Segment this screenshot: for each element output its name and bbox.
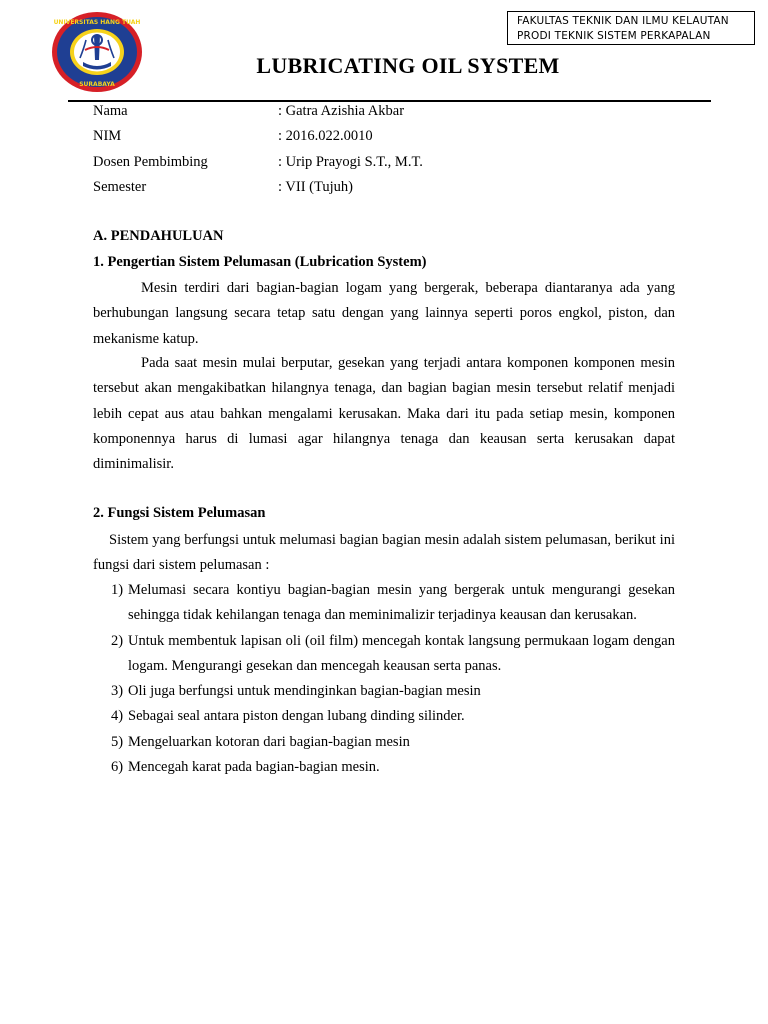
study-program: PRODI TEKNIK SISTEM PERKAPALAN [517,30,711,42]
faculty-box [507,11,755,45]
list-text: Mencegah karat pada bagian-bagian mesin. [128,759,380,776]
list-text: Melumasi secara kontiyu bagian-bagian mesin yang bergerak untuk mengurangi gesekan sehingga tidak kehilangan tenaga dan meminimalizir terjadinya keausan dan kerusakan. [128,582,675,624]
document-title: LUBRICATING OIL SYSTEM [256,53,560,78]
list-text: Mengeluarkan kotoran dari bagian-bagian mesin [128,733,410,750]
faculty-name: FAKULTAS TEKNIK DAN ILMU KELAUTAN [517,15,729,27]
list-text: Sebagai seal antara piston dengan lubang dinding silinder. [128,708,465,725]
info-value: : VII (Tujuh) [278,178,353,195]
list-number: 4) [111,708,124,725]
info-value: : Gatra Azishia Akbar [278,103,405,119]
list-number: 5) [111,733,124,750]
function-list [93,578,675,780]
info-label: Dosen Pembimbing [93,153,208,170]
list-number: 3) [111,683,124,700]
svg-text:SURABAYA: SURABAYA [79,81,115,88]
subheading-fungsi: 2. Fungsi Sistem Pelumasan [93,505,266,521]
university-logo-icon [50,10,144,94]
list-text: Oli juga berfungsi untuk mendinginkan bagian-bagian mesin [128,683,481,700]
info-value: : 2016.022.0010 [278,128,373,145]
list-number: 1) [111,582,124,598]
section-heading-pendahuluan: A. PENDAHULUAN [93,228,224,244]
list-item [93,629,675,680]
svg-text:UNIVERSITAS HANG TUAH: UNIVERSITAS HANG TUAH [53,19,141,26]
list-item [93,704,675,729]
list-item [93,679,675,704]
paragraph-fungsi-intro: Sistem yang berfungsi untuk melumasi bagian bagian mesin adalah sistem pelumasan, berikut ini fungsi dari sistem pelumasan : [93,532,675,574]
info-label: Semester [93,178,147,195]
list-item [93,755,675,780]
paragraph-pengertian-1: Mesin terdiri dari bagian-bagian logam yang bergerak, beberapa diantaranya ada yang berhubungan langsung secara tetap satu dengan yang lainnya seperti poros engkol, piston, dan mekanisme katup. [93,280,675,347]
info-value: : Urip Prayogi S.T., M.T. [278,153,423,170]
list-number: 6) [111,759,124,776]
subheading-pengertian: 1. Pengertian Sistem Pelumasan (Lubrication System) [93,254,427,270]
list-item [93,730,675,755]
list-number: 2) [111,632,124,649]
paragraph-pengertian-2: Pada saat mesin mulai berputar, gesekan yang terjadi antara komponen komponen mesin tersebut akan mengakibatkan hilangnya tenaga, dan bagian bagian mesin tersebut relatif menjadi lebih cepat aus atau bahkan mengalami kerusakan. Maka dari itu pada setiap mesin, komponen komponennya harus di lumasi agar hilangnya tenaga dan keausan serta kerusakan dapat diminimalisir. [93,355,675,473]
info-label: NIM [93,128,122,145]
list-text: Untuk membentuk lapisan oli (oil film) mencegah kontak langsung permukaan logam dengan logam. Mengurangi gesekan dan mencegah keausan serta panas. [128,632,675,674]
list-item [93,578,675,629]
info-label: Nama [93,103,128,119]
